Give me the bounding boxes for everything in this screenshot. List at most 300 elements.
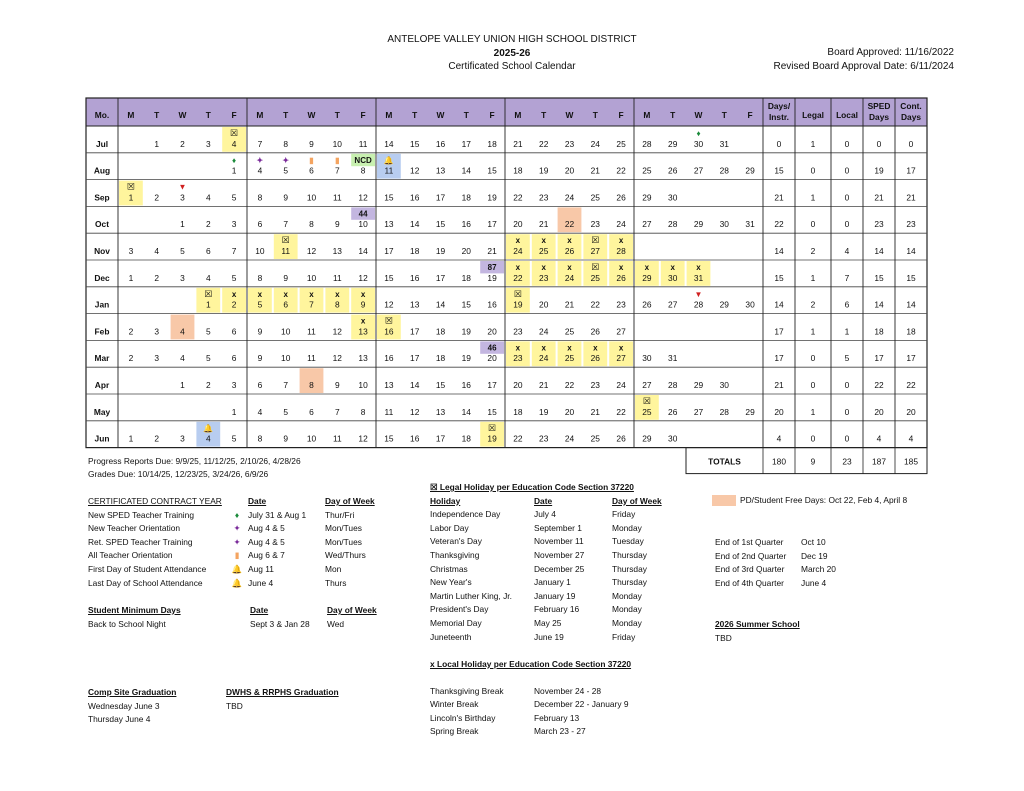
quarter-row — [715, 550, 836, 564]
day-number: 19 — [435, 246, 446, 256]
comp-graduation-row-1: Wednesday June 3 — [88, 700, 160, 711]
day-number: 5 — [283, 406, 289, 417]
day-number: 13 — [384, 380, 394, 390]
month-label: Nov — [94, 246, 110, 256]
month-label: Dec — [94, 272, 110, 283]
day-number: 12 — [358, 192, 368, 203]
day-number: 17 — [410, 353, 420, 364]
day-marker: ☒ — [204, 288, 213, 299]
day-number: 22 — [616, 406, 626, 417]
day-number: 8 — [309, 380, 314, 390]
row-total: 2 — [810, 299, 816, 310]
day-marker: ☒ — [281, 235, 290, 246]
day-number: 24 — [564, 192, 575, 203]
day-number: 4 — [205, 433, 211, 444]
holiday-date: February 16 — [534, 604, 580, 615]
col-header-summary: Legal — [802, 110, 824, 120]
day-number: 23 — [539, 272, 549, 283]
contract-section — [88, 495, 375, 590]
day-number: 11 — [307, 353, 316, 364]
legal-holiday-header: Holiday — [430, 495, 461, 506]
day-number: 10 — [306, 433, 317, 444]
col-header-weekday: W — [694, 110, 703, 120]
legal-rows — [430, 508, 662, 644]
legal-holiday-row — [430, 603, 662, 617]
holiday-name: Memorial Day — [430, 617, 482, 628]
day-number: 2 — [154, 272, 160, 283]
row-total: 19 — [874, 165, 884, 176]
day-number: 15 — [384, 433, 394, 444]
local-holidays-section — [430, 658, 631, 739]
contract-date: Aug 4 & 5 — [248, 536, 285, 547]
school-year: 2025-26 — [493, 47, 531, 59]
day-marker: ☒ — [513, 288, 522, 299]
day-number: 21 — [487, 246, 497, 256]
day-number: 27 — [693, 406, 704, 417]
table-header-bg — [86, 98, 927, 126]
day-marker: 🔔 — [383, 155, 394, 165]
grades-due: Grades Due: 10/14/25, 12/23/25, 3/24/26, 6/9/26 — [88, 469, 269, 479]
contract-rows — [88, 509, 375, 591]
row-total: 0 — [810, 353, 816, 364]
day-number: 24 — [564, 272, 575, 283]
day-number: 5 — [180, 246, 185, 256]
day-number: 29 — [693, 380, 704, 390]
day-number: 16 — [384, 353, 394, 364]
day-number: 3 — [180, 433, 185, 444]
contract-date: Aug 4 & 5 — [248, 523, 285, 534]
dwhs-graduation-section — [226, 686, 339, 713]
contract-title: CERTIFICATED CONTRACT YEAR — [88, 496, 222, 506]
holiday-date: November 27 — [534, 549, 585, 560]
month-label: Jun — [94, 433, 110, 444]
day-number: 4 — [257, 165, 263, 176]
col-header-weekday: T — [205, 110, 211, 120]
col-header-weekday: T — [463, 110, 469, 120]
col-header-weekday: T — [283, 110, 289, 120]
contract-row — [88, 577, 375, 591]
day-marker: ▼ — [178, 182, 187, 192]
day-number: 15 — [435, 219, 446, 230]
pd-days-legend — [712, 494, 907, 508]
col-header-summary: Local — [836, 110, 858, 120]
day-number: 2 — [205, 380, 211, 390]
day-number: 10 — [306, 272, 317, 283]
holiday-date: July 4 — [534, 509, 556, 520]
legal-holiday-row — [430, 590, 662, 604]
day-number: 27 — [616, 353, 626, 364]
calendar-title: Certificated School Calendar — [448, 61, 576, 72]
legal-date-header: Date — [534, 495, 553, 506]
day-number: 9 — [283, 272, 289, 283]
holiday-dow: Tuesday — [612, 536, 644, 547]
legal-holidays-section — [430, 481, 662, 644]
day-marker: x — [335, 289, 340, 299]
day-number: 16 — [410, 272, 420, 283]
day-number: 31 — [693, 272, 704, 283]
day-number: 2 — [128, 326, 134, 337]
day-number: 14 — [410, 380, 420, 390]
month-label: May — [93, 406, 111, 417]
row-total: 14 — [774, 299, 784, 310]
legal-holiday-row — [430, 535, 662, 549]
holiday-date: June 19 — [534, 631, 564, 642]
row-total: 5 — [844, 353, 850, 364]
contract-row — [88, 509, 375, 523]
col-header-summary: Days/ — [767, 101, 791, 111]
day-number: 26 — [668, 165, 678, 176]
grand-total: 9 — [810, 456, 816, 467]
day-number: 1 — [180, 219, 185, 230]
row-total: 4 — [844, 246, 850, 256]
day-number: 24 — [513, 246, 523, 256]
day-number: 3 — [205, 138, 211, 149]
day-number: 3 — [231, 380, 237, 390]
day-number: 26 — [590, 353, 600, 364]
day-number: 31 — [668, 353, 678, 364]
day-marker: x — [283, 289, 288, 299]
row-total: 22 — [874, 380, 884, 390]
day-number: 22 — [564, 219, 575, 230]
day-number: 29 — [745, 406, 755, 417]
local-holiday-row — [430, 712, 631, 726]
row-total: 1 — [844, 326, 850, 337]
contract-date: Aug 6 & 7 — [248, 550, 285, 561]
day-number: 20 — [513, 380, 523, 390]
day-marker: ☒ — [591, 262, 600, 272]
day-number: 27 — [642, 219, 652, 230]
summer-school-title: 2026 Summer School — [715, 619, 800, 629]
day-number: 24 — [590, 138, 600, 149]
day-number: 6 — [309, 406, 314, 417]
day-marker: x — [231, 289, 237, 299]
day-number: 8 — [257, 272, 263, 283]
quarter-row — [715, 577, 836, 591]
day-number: 1 — [231, 406, 237, 417]
day-number: 4 — [257, 406, 263, 417]
local-holiday-date: March 23 - 27 — [534, 726, 586, 737]
contract-label: New SPED Teacher Training — [88, 509, 194, 520]
day-number: 4 — [205, 192, 211, 203]
legal-holidays-title: ☒ Legal Holiday per Education Code Section 37220 — [430, 482, 634, 492]
holiday-dow: Friday — [612, 631, 636, 642]
day-number: 26 — [668, 406, 678, 417]
row-total: 0 — [844, 192, 850, 203]
row-total: 1 — [810, 272, 816, 283]
day-marker: x — [567, 236, 572, 246]
month-label: Oct — [95, 219, 109, 230]
col-header-weekday: W — [436, 110, 445, 120]
day-number: 4 — [205, 272, 211, 283]
day-marker: x — [515, 263, 521, 272]
col-header-month: Mo. — [94, 110, 110, 120]
day-number: 21 — [539, 219, 549, 230]
day-number: 4 — [180, 353, 185, 364]
quarter-label: End of 4th Quarter — [715, 577, 784, 588]
contract-date: July 31 & Aug 1 — [248, 509, 307, 520]
local-holiday-date: December 22 - January 9 — [534, 699, 629, 710]
event-icon: ♦ — [234, 509, 240, 520]
day-number: 8 — [283, 138, 289, 149]
row-total: 4 — [876, 433, 882, 444]
day-number: 17 — [435, 433, 446, 444]
legal-holiday-row — [430, 522, 662, 536]
col-header-summary: SPED — [867, 101, 891, 111]
holiday-date: November 11 — [534, 536, 584, 547]
month-label: Aug — [93, 165, 111, 176]
day-number: 30 — [668, 272, 678, 283]
contract-dow: Wed/Thurs — [325, 550, 366, 561]
col-header-weekday: F — [360, 110, 366, 120]
holiday-dow: Monday — [612, 604, 642, 615]
day-number: 19 — [539, 406, 549, 417]
col-header-summary: Days — [900, 112, 922, 122]
day-number: 19 — [461, 326, 471, 337]
legal-holiday-row — [430, 576, 662, 590]
local-holiday-row — [430, 725, 631, 739]
day-number: 8 — [360, 165, 366, 176]
holiday-dow: Thursday — [612, 577, 647, 588]
day-marker: x — [541, 263, 546, 272]
day-marker: ▼ — [694, 289, 703, 299]
local-holiday-date: November 24 - 28 — [534, 685, 602, 696]
day-number: 3 — [154, 353, 160, 364]
day-number: 10 — [255, 246, 265, 256]
row-total: 7 — [844, 272, 850, 283]
day-number: 5 — [231, 272, 237, 283]
day-number: 1 — [180, 380, 185, 390]
row-total: 0 — [810, 165, 816, 176]
day-number: 13 — [384, 219, 394, 230]
day-marker: ♦ — [232, 155, 237, 165]
day-number: 21 — [564, 299, 575, 310]
day-number: 12 — [306, 246, 317, 256]
day-marker: x — [257, 289, 263, 299]
day-marker: ♦ — [696, 129, 701, 138]
contract-row — [88, 536, 375, 550]
row-total: 23 — [874, 219, 884, 230]
day-number: 30 — [668, 433, 678, 444]
day-number: 25 — [642, 406, 652, 417]
day-number: 23 — [513, 326, 523, 337]
day-number: 18 — [435, 326, 446, 337]
day-marker: x — [567, 263, 572, 272]
quarter-date: March 20 — [801, 564, 836, 575]
day-number: 6 — [257, 219, 263, 230]
district-name: ANTELOPE VALLEY UNION HIGH SCHOOL DISTRICT — [387, 34, 637, 45]
contract-dow: Thur/Fri — [325, 509, 355, 520]
day-number: 16 — [461, 380, 471, 390]
day-number: 16 — [410, 192, 420, 203]
row-total: 0 — [810, 433, 816, 444]
pd-days-text: PD/Student Free Days: Oct 22, Feb 4, April 8 — [740, 495, 908, 505]
day-number: 27 — [642, 380, 652, 390]
day-number: 13 — [435, 406, 446, 417]
day-number: 27 — [668, 299, 678, 310]
day-number: 1 — [128, 192, 134, 203]
day-marker: x — [515, 236, 521, 246]
day-number: 2 — [154, 433, 160, 444]
col-header-weekday: M — [643, 110, 651, 120]
row-total: 0 — [810, 380, 816, 390]
day-number: 13 — [358, 326, 368, 337]
row-total: 22 — [774, 219, 784, 230]
day-number: 3 — [180, 272, 185, 283]
day-number: 25 — [616, 138, 626, 149]
day-number: 28 — [719, 406, 729, 417]
col-header-weekday: F — [231, 110, 237, 120]
day-number: 17 — [384, 246, 394, 256]
totals-label: TOTALS — [708, 456, 741, 467]
row-total: 23 — [906, 219, 916, 230]
day-number: 30 — [719, 219, 729, 230]
contract-date: June 4 — [248, 577, 274, 588]
row-total: 18 — [906, 326, 916, 337]
day-number: 2 — [205, 219, 211, 230]
day-number: 18 — [487, 138, 497, 149]
row-total: 0 — [844, 219, 850, 230]
holiday-dow: Friday — [612, 509, 636, 520]
day-number: 20 — [539, 299, 549, 310]
col-header-weekday: F — [747, 110, 753, 120]
day-number: 2 — [154, 192, 160, 203]
event-icon: ✦ — [233, 536, 241, 547]
day-marker: ☒ — [488, 422, 497, 433]
month-label: Mar — [94, 353, 110, 364]
day-number: 18 — [513, 406, 523, 417]
row-total: 17 — [906, 353, 916, 364]
contract-label: Ret. SPED Teacher Training — [88, 536, 193, 547]
day-number: 22 — [590, 299, 600, 310]
day-marker: x — [644, 263, 650, 272]
contract-date: Aug 11 — [248, 563, 274, 574]
day-number: 25 — [590, 192, 600, 203]
col-header-weekday: M — [256, 110, 264, 120]
day-number: 11 — [332, 192, 342, 203]
day-number: 7 — [283, 380, 289, 390]
day-number: 20 — [487, 326, 497, 337]
day-marker: x — [515, 343, 521, 353]
day-number: 1 — [128, 433, 134, 444]
day-number: 15 — [435, 380, 446, 390]
col-header-weekday: T — [541, 110, 547, 120]
month-label: Feb — [94, 326, 110, 337]
quarter-row — [715, 536, 836, 550]
row-total: 21 — [774, 380, 784, 390]
day-number: 12 — [384, 299, 394, 310]
holiday-date: September 1 — [534, 522, 582, 533]
row-total: 15 — [874, 272, 884, 283]
dwhs-graduation-value: TBD — [226, 700, 243, 711]
local-holiday-name: Winter Break — [430, 699, 479, 710]
day-number: 10 — [332, 138, 342, 149]
event-icon: 🔔 — [231, 577, 243, 588]
day-number: 13 — [410, 299, 420, 310]
day-marker: x — [593, 343, 598, 353]
day-number: 14 — [384, 138, 394, 149]
day-number: 5 — [205, 353, 211, 364]
col-header-weekday: T — [154, 110, 160, 120]
day-number: 30 — [719, 380, 729, 390]
day-number: 11 — [384, 165, 394, 176]
row-total: 17 — [774, 326, 784, 337]
quarter-date: Dec 19 — [801, 550, 828, 561]
local-holidays-title: x Local Holiday per Education Code Section 37220 — [430, 659, 632, 669]
day-number: 10 — [358, 219, 368, 230]
day-marker: ☒ — [126, 181, 135, 192]
grand-total: 180 — [772, 456, 786, 467]
day-number: 23 — [513, 353, 523, 364]
quarter-label: End of 1st Quarter — [715, 537, 784, 547]
day-marker: 46 — [487, 343, 497, 353]
month-label: Jan — [94, 299, 110, 310]
day-number: 17 — [487, 219, 497, 230]
day-number: 18 — [461, 433, 471, 444]
day-number: 9 — [360, 299, 366, 310]
row-total: 21 — [874, 192, 884, 203]
day-marker: ☒ — [591, 235, 600, 246]
day-number: 19 — [487, 433, 497, 444]
day-number: 28 — [668, 380, 678, 390]
day-number: 21 — [590, 406, 600, 417]
day-number: 7 — [231, 246, 237, 256]
day-number: 19 — [539, 165, 549, 176]
day-number: 31 — [745, 219, 755, 230]
day-number: 24 — [616, 219, 626, 230]
legal-holiday-row — [430, 508, 662, 522]
day-number: 27 — [693, 165, 704, 176]
col-header-weekday: T — [721, 110, 727, 120]
day-number: 29 — [719, 299, 729, 310]
legal-holiday-row — [430, 549, 662, 563]
day-number: 14 — [461, 406, 471, 417]
day-number: 16 — [487, 299, 497, 310]
day-number: 24 — [564, 433, 575, 444]
holiday-name: Juneteenth — [430, 631, 472, 642]
day-number: 18 — [435, 353, 446, 364]
day-number: 28 — [642, 138, 652, 149]
row-total: 20 — [874, 406, 884, 417]
day-marker: x — [360, 316, 366, 326]
day-number: 26 — [564, 246, 575, 256]
day-number: 7 — [283, 219, 289, 230]
day-number: 9 — [257, 326, 263, 337]
row-total: 18 — [874, 326, 884, 337]
row-total: 22 — [906, 380, 916, 390]
day-number: 25 — [539, 246, 549, 256]
day-number: 22 — [616, 165, 626, 176]
day-number: 28 — [719, 165, 729, 176]
day-number: 3 — [231, 219, 237, 230]
day-number: 6 — [231, 326, 237, 337]
day-number: 13 — [358, 353, 368, 364]
col-header-weekday: M — [127, 110, 135, 120]
local-holiday-row — [430, 685, 631, 699]
day-number: 30 — [693, 138, 704, 149]
holiday-date: January 1 — [534, 577, 571, 588]
day-number: 9 — [334, 219, 340, 230]
row-total: 17 — [874, 353, 884, 364]
col-header-weekday: T — [412, 110, 418, 120]
row-total: 15 — [774, 272, 784, 283]
day-number: 8 — [334, 299, 340, 310]
row-total: 4 — [908, 433, 914, 444]
day-number: 24 — [539, 353, 549, 364]
day-marker: x — [567, 343, 572, 353]
day-number: 20 — [564, 406, 575, 417]
day-marker: ☒ — [230, 128, 239, 138]
day-number: 1 — [231, 165, 237, 176]
